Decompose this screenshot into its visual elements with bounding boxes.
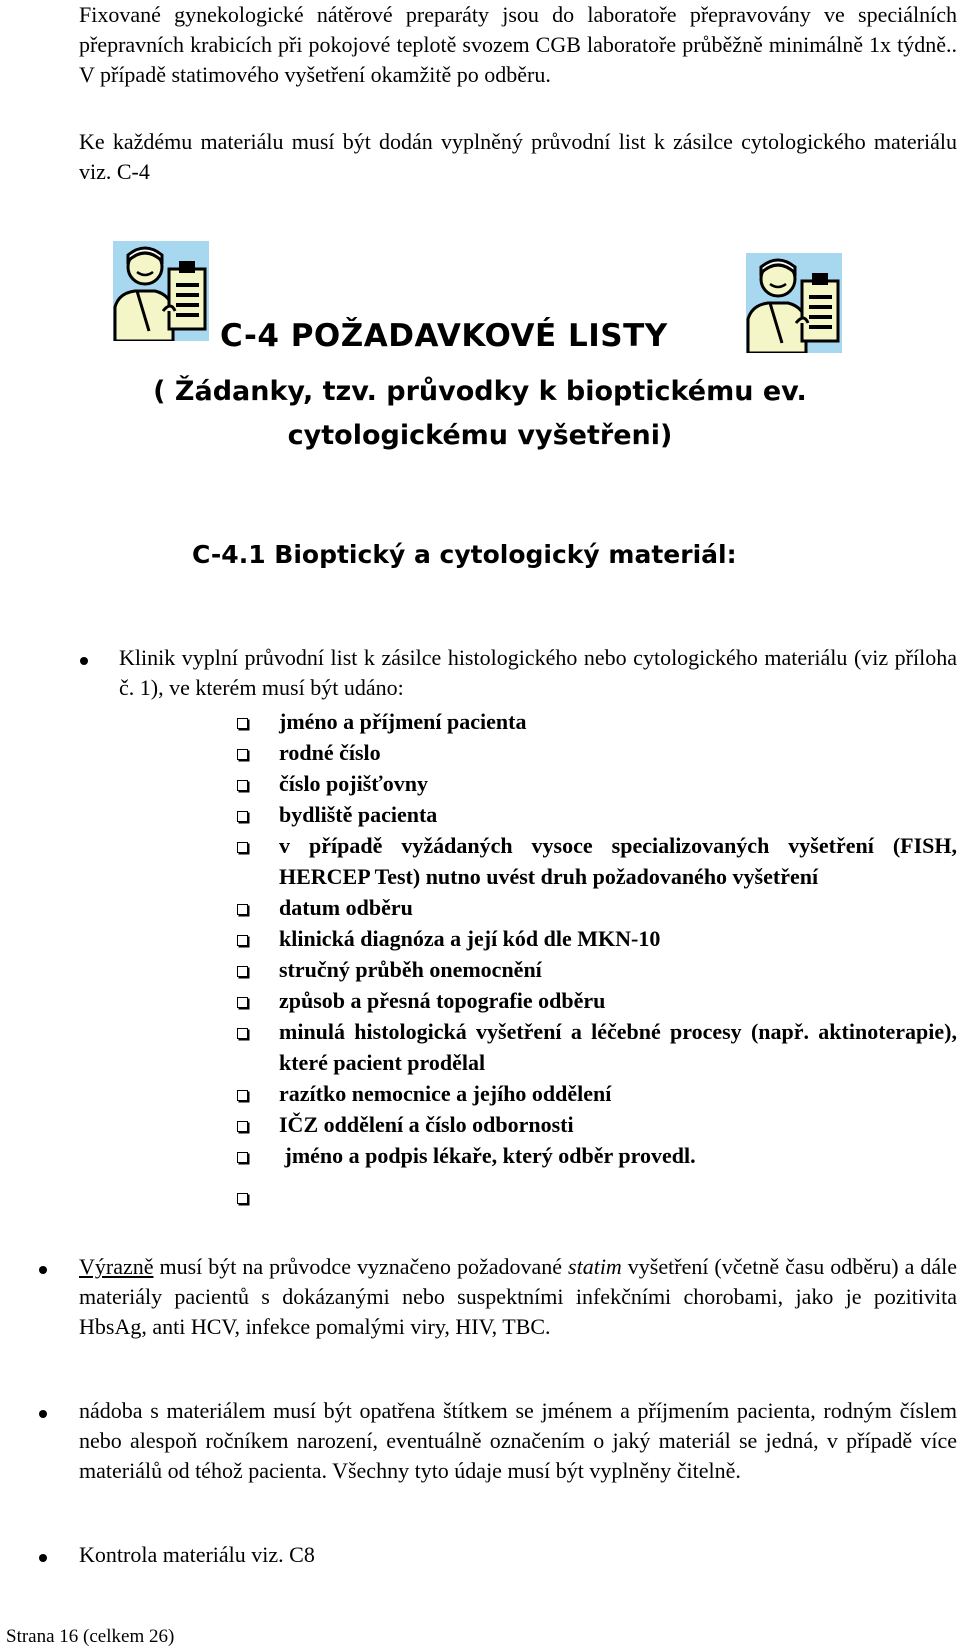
checklist-item: minulá histologická vyšetření a léčebné procesy (např. aktinoterapie), které pacient prodělal	[237, 1016, 957, 1078]
checkbox-square-icon	[237, 811, 248, 822]
checkbox-square-icon	[237, 966, 248, 977]
checkbox-square-icon	[237, 1090, 248, 1101]
checkbox-square-icon	[237, 904, 248, 915]
bullet-paragraph-clinician: Klinik vyplní průvodní list k zásilce histologického nebo cytologického materiálu (viz příloha č. 1), ve kterém musí být udáno:	[119, 645, 957, 700]
checkbox-square-icon	[237, 997, 248, 1008]
bullet-point	[39, 1410, 47, 1418]
checklist-item: razítko nemocnice a jejího oddělení	[237, 1078, 957, 1109]
bullet-point	[80, 657, 88, 665]
checkbox-square-icon	[237, 1152, 248, 1163]
intro-paragraph-form: Ke každému materiálu musí být dodán vyplněný průvodní list k zásilce cytologického materiálu viz. C-4	[79, 129, 957, 184]
checklist-item-empty	[237, 1181, 957, 1212]
required-fields-checklist	[237, 706, 957, 1212]
checklist-item: v případě vyžádaných vysoce specializovaných vyšetření (FISH, HERCEP Test) nutno uvést druh požadovaného vyšetření	[237, 830, 957, 892]
bullet-point	[39, 1266, 47, 1274]
page-footer: Strana 16 (celkem 26)	[6, 1626, 175, 1647]
checkbox-square-icon	[237, 1121, 248, 1132]
subsection-heading: C-4.1 Bioptický a cytologický materiál:	[192, 540, 737, 569]
checklist-item: jméno a podpis lékaře, který odběr provedl.	[237, 1140, 957, 1171]
nurse-with-clipboard-icon	[113, 241, 209, 341]
checkbox-square-icon	[237, 718, 248, 729]
checklist-item: klinická diagnóza a její kód dle MKN-10	[237, 923, 957, 954]
bullet-paragraph-statim: Výrazně musí být na průvodce vyznačeno požadované statim vyšetření (včetně času odběru) a dále materiály pacientů s dokázanými nebo suspektními infekčními chorobami, jako je pozitivita HbsAg, anti HCV, infekce pomalými viry, HIV, TBC.	[79, 1254, 958, 1339]
checkbox-square-icon	[237, 1028, 248, 1039]
checklist-item: IČZ oddělení a číslo odbornosti	[237, 1109, 957, 1140]
bullet-paragraph-container-label: nádoba s materiálem musí být opatřena štítkem se jménem a příjmením pacienta, rodným číslem nebo alespoň ročníkem narození, eventuálně označením o jaký materiál se jedná, v případě více materiálů od téhož pacienta. Všechny tyto údaje musí být vyplněny čitelně.	[79, 1398, 957, 1483]
section-subtitle: ( Žádanky, tzv. průvodky k bioptickému ev. cytologickému vyšetřeni)	[153, 376, 807, 451]
bullet-point	[39, 1554, 47, 1562]
checklist-item: datum odběru	[237, 892, 957, 923]
intro-paragraph-transport: Fixované gynekologické nátěrové preparáty jsou do laboratoře přepravovány ve speciálních přepravních krabicích při pokojové teplotě svozem CGB laboratoře průběžně minimálně 1x týdně.. V případě statimového vyšetření okamžitě po odběru.	[79, 2, 957, 87]
checklist-item: stručný průběh onemocnění	[237, 954, 957, 985]
checkbox-square-icon	[237, 780, 248, 791]
section-title: C-4 POŽADAVKOVÉ LISTY	[220, 318, 668, 354]
checkbox-square-icon	[237, 842, 248, 853]
checklist-item: bydliště pacienta	[237, 799, 957, 830]
nurse-with-clipboard-icon	[746, 253, 842, 353]
bullet-paragraph-material-check: Kontrola materiálu viz. C8	[79, 1542, 315, 1567]
checklist-item: číslo pojišťovny	[237, 768, 957, 799]
checklist-item: způsob a přesná topografie odběru	[237, 985, 957, 1016]
checkbox-square-icon	[237, 749, 248, 760]
checklist-item: jméno a příjmení pacienta	[237, 706, 957, 737]
checkbox-square-icon	[237, 1193, 248, 1204]
checkbox-square-icon	[237, 935, 248, 946]
checklist-item: rodné číslo	[237, 737, 957, 768]
